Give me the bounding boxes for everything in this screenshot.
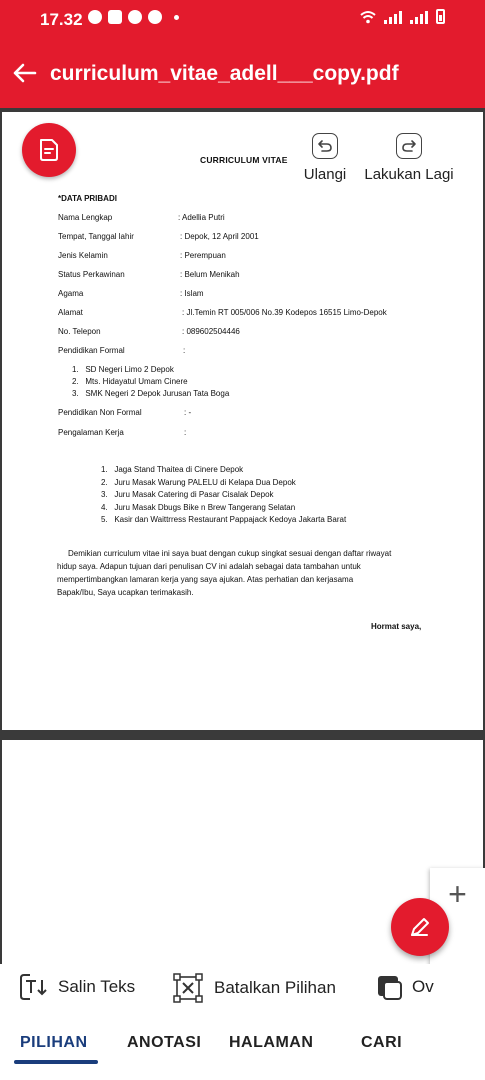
cv-heading: CURRICULUM VITAE bbox=[200, 155, 288, 165]
edit-button[interactable] bbox=[391, 898, 449, 956]
field-label: Jenis Kelamin bbox=[58, 251, 108, 260]
redo-label: Lakukan Lagi bbox=[364, 166, 454, 183]
field-value: : Jl.Temin RT 005/006 No.39 Kodepos 16515 Limo-Depok bbox=[182, 308, 387, 317]
message-icon bbox=[88, 10, 102, 24]
more-notifications-icon bbox=[174, 15, 179, 20]
page-note-button[interactable] bbox=[22, 123, 76, 177]
field-label: Tempat, Tanggal lahir bbox=[58, 232, 134, 241]
app-bar bbox=[0, 0, 485, 108]
notification-icons bbox=[88, 10, 179, 24]
app-icon-2 bbox=[148, 10, 162, 24]
overflow-tool-button[interactable] bbox=[374, 972, 434, 1002]
pencil-icon bbox=[407, 914, 433, 940]
field-value: : Adellia Putri bbox=[178, 213, 225, 222]
tab-pilihan[interactable]: PILIHAN bbox=[20, 1034, 88, 1051]
list-item: 3. Juru Masak Catering di Pasar Cisalak Depok bbox=[101, 490, 274, 499]
pdf-page-1 bbox=[2, 112, 483, 730]
list-item: 4. Juru Masak Dbugs Bike n Brew Tangerang Selatan bbox=[101, 503, 296, 512]
overflow-tool-label: Ov bbox=[412, 977, 434, 996]
list-item: 2. Juru Masak Warung PALELU di Kelapa Dua Depok bbox=[101, 478, 296, 487]
system-icons bbox=[360, 9, 445, 24]
signal-icon bbox=[384, 11, 402, 24]
document-note-icon bbox=[37, 137, 61, 163]
tab-halaman[interactable]: HALAMAN bbox=[229, 1034, 314, 1051]
experience-label: Pengalaman Kerja bbox=[58, 428, 124, 437]
list-item: 1. SD Negeri Limo 2 Depok bbox=[72, 365, 174, 374]
wifi-icon bbox=[360, 10, 376, 24]
cancel-selection-button[interactable] bbox=[172, 972, 336, 1004]
list-item: 5. Kasir dan Waittrress Restaurant Pappajack Kedoya Jakarta Barat bbox=[101, 515, 347, 524]
cancel-selection-label: Batalkan Pilihan bbox=[214, 978, 336, 997]
zoom-in-button[interactable]: + bbox=[448, 875, 467, 912]
field-value: : 089602504446 bbox=[182, 327, 240, 336]
field-label: Nama Lengkap bbox=[58, 213, 113, 222]
paragraph-line: mempertimbangkan lamaran kerja yang saya ajukan. Atas perhatian dan kerjasama bbox=[57, 575, 354, 584]
field-value: : Belum Menikah bbox=[180, 270, 240, 279]
copy-text-label: Salin Teks bbox=[58, 977, 136, 996]
mail-icon bbox=[108, 10, 122, 24]
back-arrow-icon[interactable] bbox=[10, 58, 40, 88]
paragraph-line: hidup saya. Adapun tujuan dari penulisan CV ini adalah sebagai data tambahan untuk bbox=[57, 562, 361, 571]
nonformal-education-label: Pendidikan Non Formal bbox=[58, 408, 142, 417]
field-value: : Islam bbox=[180, 289, 204, 298]
app-icon bbox=[128, 10, 142, 24]
closing-paragraph bbox=[57, 547, 437, 599]
redo-icon bbox=[396, 133, 422, 159]
signal-icon-2 bbox=[410, 11, 428, 24]
nonformal-education-value: : - bbox=[184, 408, 192, 417]
cancel-selection-icon bbox=[172, 972, 204, 1004]
paragraph-line: Demikian curriculum vitae ini saya buat dengan cukup singkat sesuai dengan daftar riwayat bbox=[68, 549, 392, 558]
field-value: : Depok, 12 April 2001 bbox=[180, 232, 259, 241]
status-time: 17.32 bbox=[40, 10, 83, 29]
copy-text-button[interactable] bbox=[18, 972, 135, 1002]
experience-colon: : bbox=[184, 428, 187, 437]
redo-button[interactable] bbox=[362, 133, 456, 183]
battery-icon bbox=[436, 9, 445, 24]
document-title: curriculum_vitae_adell___copy.pdf bbox=[50, 62, 399, 85]
list-item: 2. Mts. Hidayatul Umam Cinere bbox=[72, 377, 188, 386]
section-personal: *DATA PRIBADI bbox=[58, 194, 117, 203]
list-item: 1. Jaga Stand Thaitea di Cinere Depok bbox=[101, 465, 244, 474]
signoff: Hormat saya, bbox=[371, 622, 422, 631]
formal-education-label: Pendidikan Formal bbox=[58, 346, 125, 355]
active-tab-indicator bbox=[14, 1060, 98, 1064]
tab-cari[interactable]: CARI bbox=[361, 1034, 403, 1051]
tab-anotasi[interactable]: ANOTASI bbox=[127, 1034, 202, 1051]
field-label: Status Perkawinan bbox=[58, 270, 125, 279]
copy-text-icon bbox=[18, 972, 48, 1002]
field-label: Alamat bbox=[58, 308, 83, 317]
paragraph-line: Bapak/Ibu, Saya ucapkan terimakasih. bbox=[57, 588, 194, 597]
selection-toolbar bbox=[0, 964, 485, 1012]
undo-button[interactable] bbox=[300, 133, 350, 183]
field-label: Agama bbox=[58, 289, 84, 298]
field-value: : Perempuan bbox=[180, 251, 226, 260]
formal-education-colon: : bbox=[183, 346, 186, 355]
undo-icon bbox=[312, 133, 338, 159]
undo-label: Ulangi bbox=[303, 166, 347, 183]
list-item: 3. SMK Negeri 2 Depok Jurusan Tata Boga bbox=[72, 389, 230, 398]
bottom-tabs bbox=[0, 1012, 485, 1080]
field-label: No. Telepon bbox=[58, 327, 101, 336]
overlay-icon bbox=[374, 972, 404, 1002]
